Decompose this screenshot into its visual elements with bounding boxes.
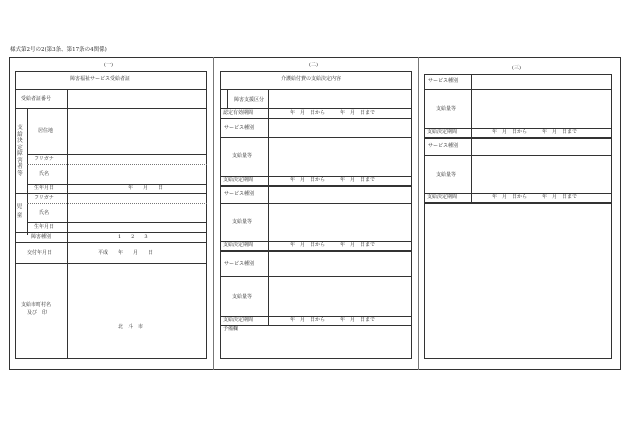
address-label: 居住地 xyxy=(38,128,54,134)
name-label: 氏名 xyxy=(39,171,50,177)
municipality-label: 支給市町村名 xyxy=(21,302,52,308)
disability-type-label: 障害種別 xyxy=(31,234,52,240)
decision-period-3-value: 年 月 日から 年 月 日まで xyxy=(290,317,376,323)
p3-decision-period-2-label: 支給決定期間 xyxy=(427,194,458,200)
p3-service-type-2-label: サービス種別 xyxy=(428,143,459,149)
panel-divider-1 xyxy=(213,57,214,370)
panel1-number: (一) xyxy=(104,62,113,68)
panel3-number: (三) xyxy=(512,65,521,71)
child-group-label: 児童 xyxy=(16,204,23,219)
p3-decision-period-1-label: 支給決定期間 xyxy=(427,129,458,135)
p3-service-type-1-label: サービス種別 xyxy=(428,78,459,84)
furigana-label: フリガナ xyxy=(34,156,54,162)
disability-type-values: 1 2 3 xyxy=(118,234,148,240)
decision-period-3-label: 支給決定期間 xyxy=(223,317,254,323)
service-type-2-label: サービス種別 xyxy=(224,191,255,197)
birth-label: 生年月日 xyxy=(34,185,55,191)
service-type-1-label: サービス種別 xyxy=(224,125,255,131)
child-birth-label: 生年月日 xyxy=(34,224,55,230)
form-number: 様式第2号の2(第3条、第17条の4関係) xyxy=(10,47,107,53)
amount-2-label: 支給量等 xyxy=(232,219,253,225)
panel3-table xyxy=(424,74,612,359)
issue-date-value: 平成 年 月 日 xyxy=(98,250,154,256)
service-type-3-label: サービス種別 xyxy=(224,261,255,267)
cert-period-label: 認定有効期間 xyxy=(223,110,254,116)
p3-amount-1-label: 支給量等 xyxy=(436,106,457,112)
p3-decision-period-1-value: 年 月 日から 年 月 日まで xyxy=(492,129,578,135)
recipient-group-label: 支給決定障害者等 xyxy=(17,125,23,177)
birth-format: 年 月 日 xyxy=(128,185,164,191)
panel2-title: 介護給付費の支給決定内容 xyxy=(281,76,342,82)
child-name-label: 氏名 xyxy=(39,210,50,216)
municipality-seal-label: 及び 印 xyxy=(27,310,48,316)
decision-period-2-value: 年 月 日から 年 月 日まで xyxy=(290,242,376,248)
issue-date-label: 交付年月日 xyxy=(27,250,53,256)
panel-divider-2 xyxy=(418,57,419,370)
support-class-label: 障害支援区分 xyxy=(234,97,265,103)
amount-1-label: 支給量等 xyxy=(232,153,253,159)
decision-period-1-label: 支給決定期間 xyxy=(223,177,254,183)
amount-3-label: 支給量等 xyxy=(232,294,253,300)
decision-period-2-label: 支給決定期間 xyxy=(223,242,254,248)
memo-label: 予備欄 xyxy=(223,326,239,332)
cert-period-value: 年 月 日から 年 月 日まで xyxy=(290,110,376,116)
cert-no-label: 受給者証番号 xyxy=(21,96,52,102)
p3-amount-2-label: 支給量等 xyxy=(436,172,457,178)
panel1-title: 障害福祉サービス受給者証 xyxy=(70,76,131,82)
p3-decision-period-2-value: 年 月 日から 年 月 日まで xyxy=(492,194,578,200)
decision-period-1-value: 年 月 日から 年 月 日まで xyxy=(290,177,376,183)
city-name: 北 斗 市 xyxy=(118,324,144,330)
child-furigana-label: フリガナ xyxy=(34,195,54,201)
panel2-number: (二) xyxy=(309,62,318,68)
